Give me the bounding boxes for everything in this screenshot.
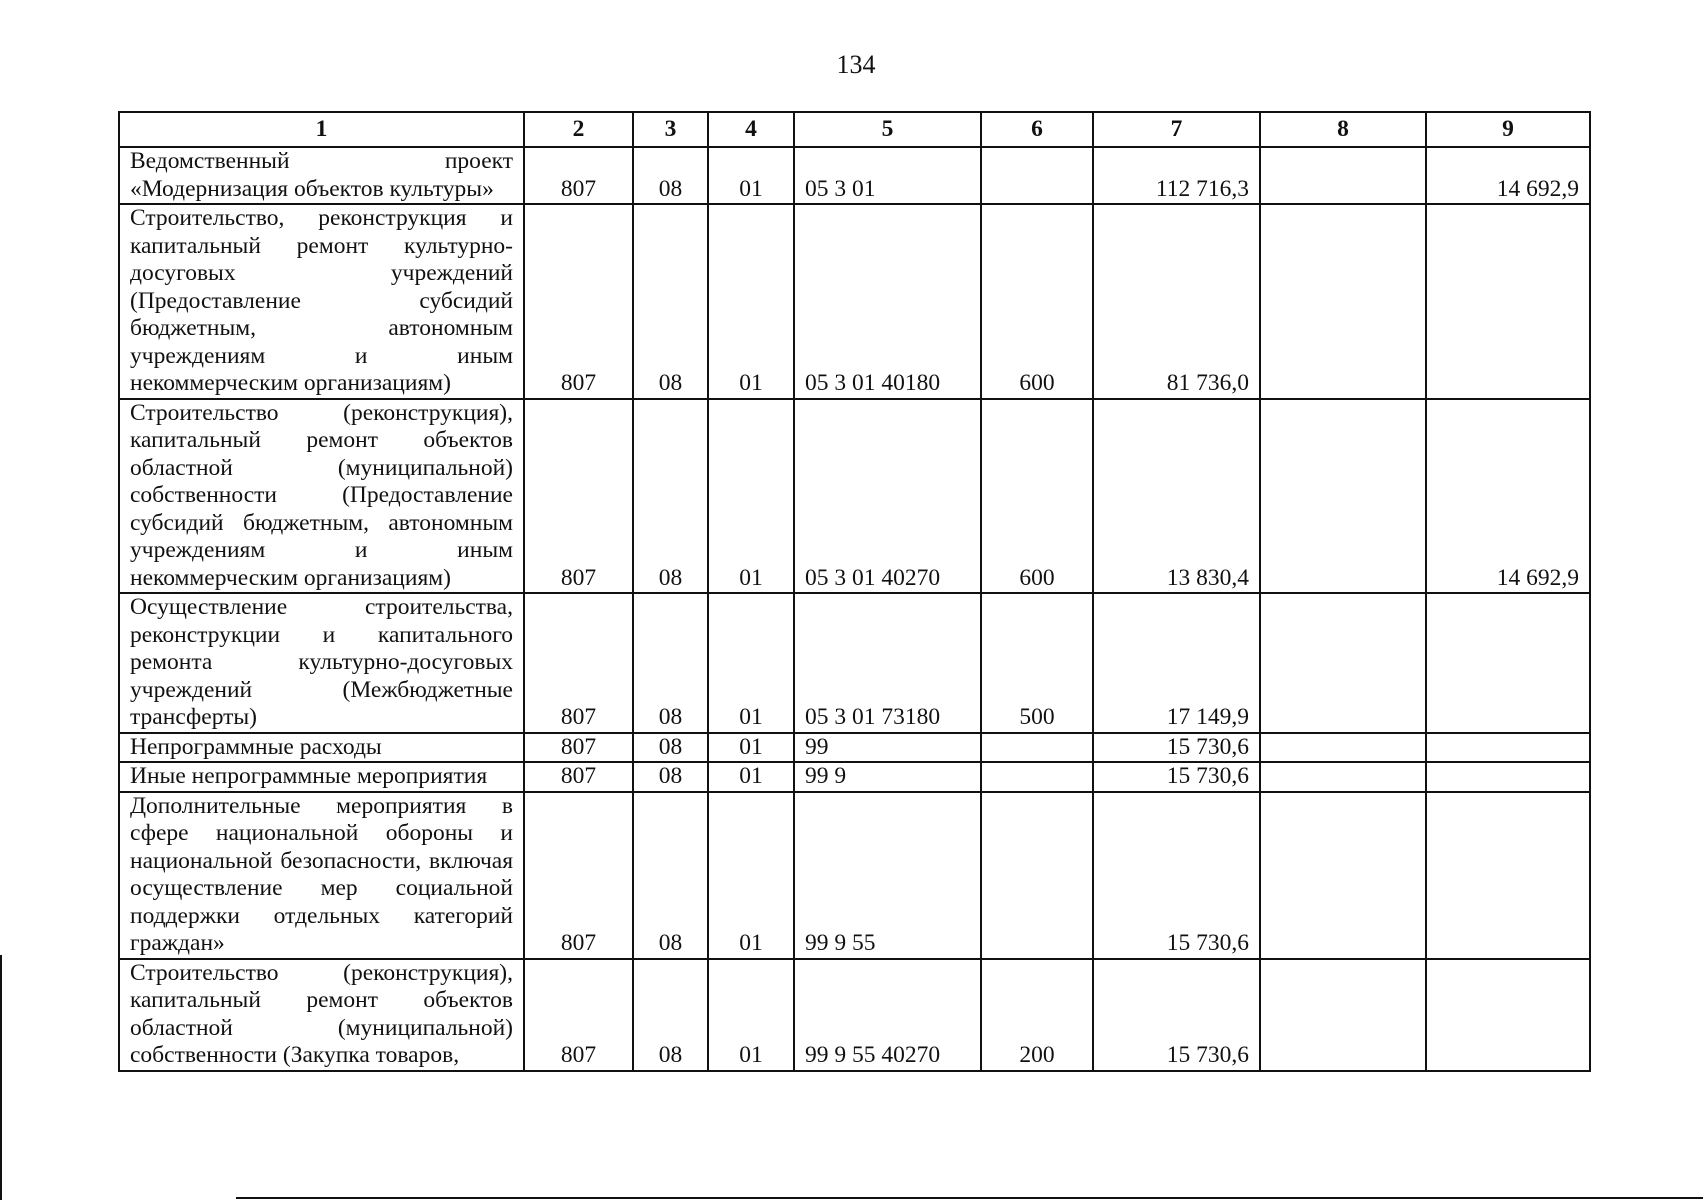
- cell-col-4: 01: [708, 733, 794, 763]
- cell-col-6: 600: [981, 399, 1093, 594]
- column-header: 8: [1260, 112, 1426, 147]
- cell-col-8: [1260, 733, 1426, 763]
- cell-col-8: [1260, 959, 1426, 1071]
- cell-col-9: [1426, 762, 1590, 792]
- cell-col-7: 81 736,0: [1093, 204, 1260, 399]
- cell-col-6: [981, 792, 1093, 959]
- cell-col-5: 99: [794, 733, 981, 763]
- row-name-cell: Строительство, реконструкция и капитальный ремонт культурно-досуговых учреждений (Предоставление субсидий бюджетным, автономным учреждениям и иным некоммерческим организациям): [119, 204, 524, 399]
- cell-col-3: 08: [633, 733, 708, 763]
- cell-col-5: 05 3 01: [794, 147, 981, 204]
- cell-col-5: 99 9: [794, 762, 981, 792]
- cell-col-4: 01: [708, 147, 794, 204]
- cell-col-2: 807: [524, 762, 633, 792]
- cell-col-4: 01: [708, 399, 794, 594]
- cell-col-2: 807: [524, 204, 633, 399]
- cell-col-9: 14 692,9: [1426, 399, 1590, 594]
- cell-col-8: [1260, 792, 1426, 959]
- row-name-cell: Непрограммные расходы: [119, 733, 524, 763]
- table-row: [119, 204, 1590, 399]
- cell-col-7: 15 730,6: [1093, 733, 1260, 763]
- cell-col-6: 600: [981, 204, 1093, 399]
- row-name-cell: Иные непрограммные мероприятия: [119, 762, 524, 792]
- column-header: 5: [794, 112, 981, 147]
- cell-col-2: 807: [524, 792, 633, 959]
- cell-col-7: 112 716,3: [1093, 147, 1260, 204]
- cell-col-2: 807: [524, 593, 633, 733]
- page-number: 134: [836, 50, 876, 79]
- cell-col-4: 01: [708, 593, 794, 733]
- cell-col-9: 14 692,9: [1426, 147, 1590, 204]
- column-header: 6: [981, 112, 1093, 147]
- column-header: 2: [524, 112, 633, 147]
- table-row: [119, 959, 1590, 1071]
- cell-col-3: 08: [633, 593, 708, 733]
- cell-col-9: [1426, 593, 1590, 733]
- column-header: 9: [1426, 112, 1590, 147]
- table-row: [119, 147, 1590, 204]
- cell-col-6: [981, 762, 1093, 792]
- table-row: [119, 762, 1590, 792]
- column-header: 4: [708, 112, 794, 147]
- table-row: [119, 399, 1590, 594]
- cell-col-5: 05 3 01 40270: [794, 399, 981, 594]
- cell-col-8: [1260, 399, 1426, 594]
- cell-col-9: [1426, 792, 1590, 959]
- cell-col-3: 08: [633, 399, 708, 594]
- cell-col-8: [1260, 204, 1426, 399]
- table-row: [119, 733, 1590, 763]
- cell-col-4: 01: [708, 762, 794, 792]
- column-header: 7: [1093, 112, 1260, 147]
- cell-col-4: 01: [708, 792, 794, 959]
- column-header: 1: [119, 112, 524, 147]
- row-name-cell: Осуществление строительства, реконструкции и капитального ремонта культурно-досуговых учреждений (Межбюджетные трансферты): [119, 593, 524, 733]
- cell-col-8: [1260, 593, 1426, 733]
- bottom-divider-line: [236, 1197, 1703, 1199]
- row-name-cell: Строительство (реконструкция), капитальный ремонт объектов областной (муниципальной) собственности (Закупка товаров,: [119, 959, 524, 1071]
- cell-col-4: 01: [708, 959, 794, 1071]
- cell-col-3: 08: [633, 204, 708, 399]
- cell-col-9: [1426, 204, 1590, 399]
- row-name-cell: Строительство (реконструкция), капитальный ремонт объектов областной (муниципальной) собственности (Предоставление субсидий бюджетным, автономным учреждениям и иным некоммерческим организациям): [119, 399, 524, 594]
- column-header: 3: [633, 112, 708, 147]
- cell-col-6: 500: [981, 593, 1093, 733]
- table-row: [119, 792, 1590, 959]
- cell-col-7: 13 830,4: [1093, 399, 1260, 594]
- cell-col-3: 08: [633, 147, 708, 204]
- cell-col-7: 15 730,6: [1093, 959, 1260, 1071]
- cell-col-6: [981, 733, 1093, 763]
- cell-col-8: [1260, 762, 1426, 792]
- cell-col-3: 08: [633, 959, 708, 1071]
- table-row: [119, 593, 1590, 733]
- cell-col-5: 99 9 55 40270: [794, 959, 981, 1071]
- cell-col-2: 807: [524, 147, 633, 204]
- cell-col-2: 807: [524, 959, 633, 1071]
- cell-col-5: 99 9 55: [794, 792, 981, 959]
- left-margin-line: [0, 955, 2, 1200]
- cell-col-6: [981, 147, 1093, 204]
- cell-col-9: [1426, 959, 1590, 1071]
- cell-col-3: 08: [633, 792, 708, 959]
- cell-col-7: 15 730,6: [1093, 792, 1260, 959]
- budget-table: [118, 111, 1591, 1072]
- cell-col-2: 807: [524, 733, 633, 763]
- row-name-cell: Ведомственный проект «Модернизация объектов культуры»: [119, 147, 524, 204]
- cell-col-8: [1260, 147, 1426, 204]
- cell-col-7: 17 149,9: [1093, 593, 1260, 733]
- row-name-cell: Дополнительные мероприятия в сфере национальной обороны и национальной безопасности, включая осуществление мер социальной поддержки отдельных категорий граждан»: [119, 792, 524, 959]
- cell-col-9: [1426, 733, 1590, 763]
- cell-col-5: 05 3 01 40180: [794, 204, 981, 399]
- cell-col-4: 01: [708, 204, 794, 399]
- cell-col-7: 15 730,6: [1093, 762, 1260, 792]
- cell-col-5: 05 3 01 73180: [794, 593, 981, 733]
- cell-col-6: 200: [981, 959, 1093, 1071]
- cell-col-3: 08: [633, 762, 708, 792]
- table-header-row: [119, 112, 1590, 147]
- cell-col-2: 807: [524, 399, 633, 594]
